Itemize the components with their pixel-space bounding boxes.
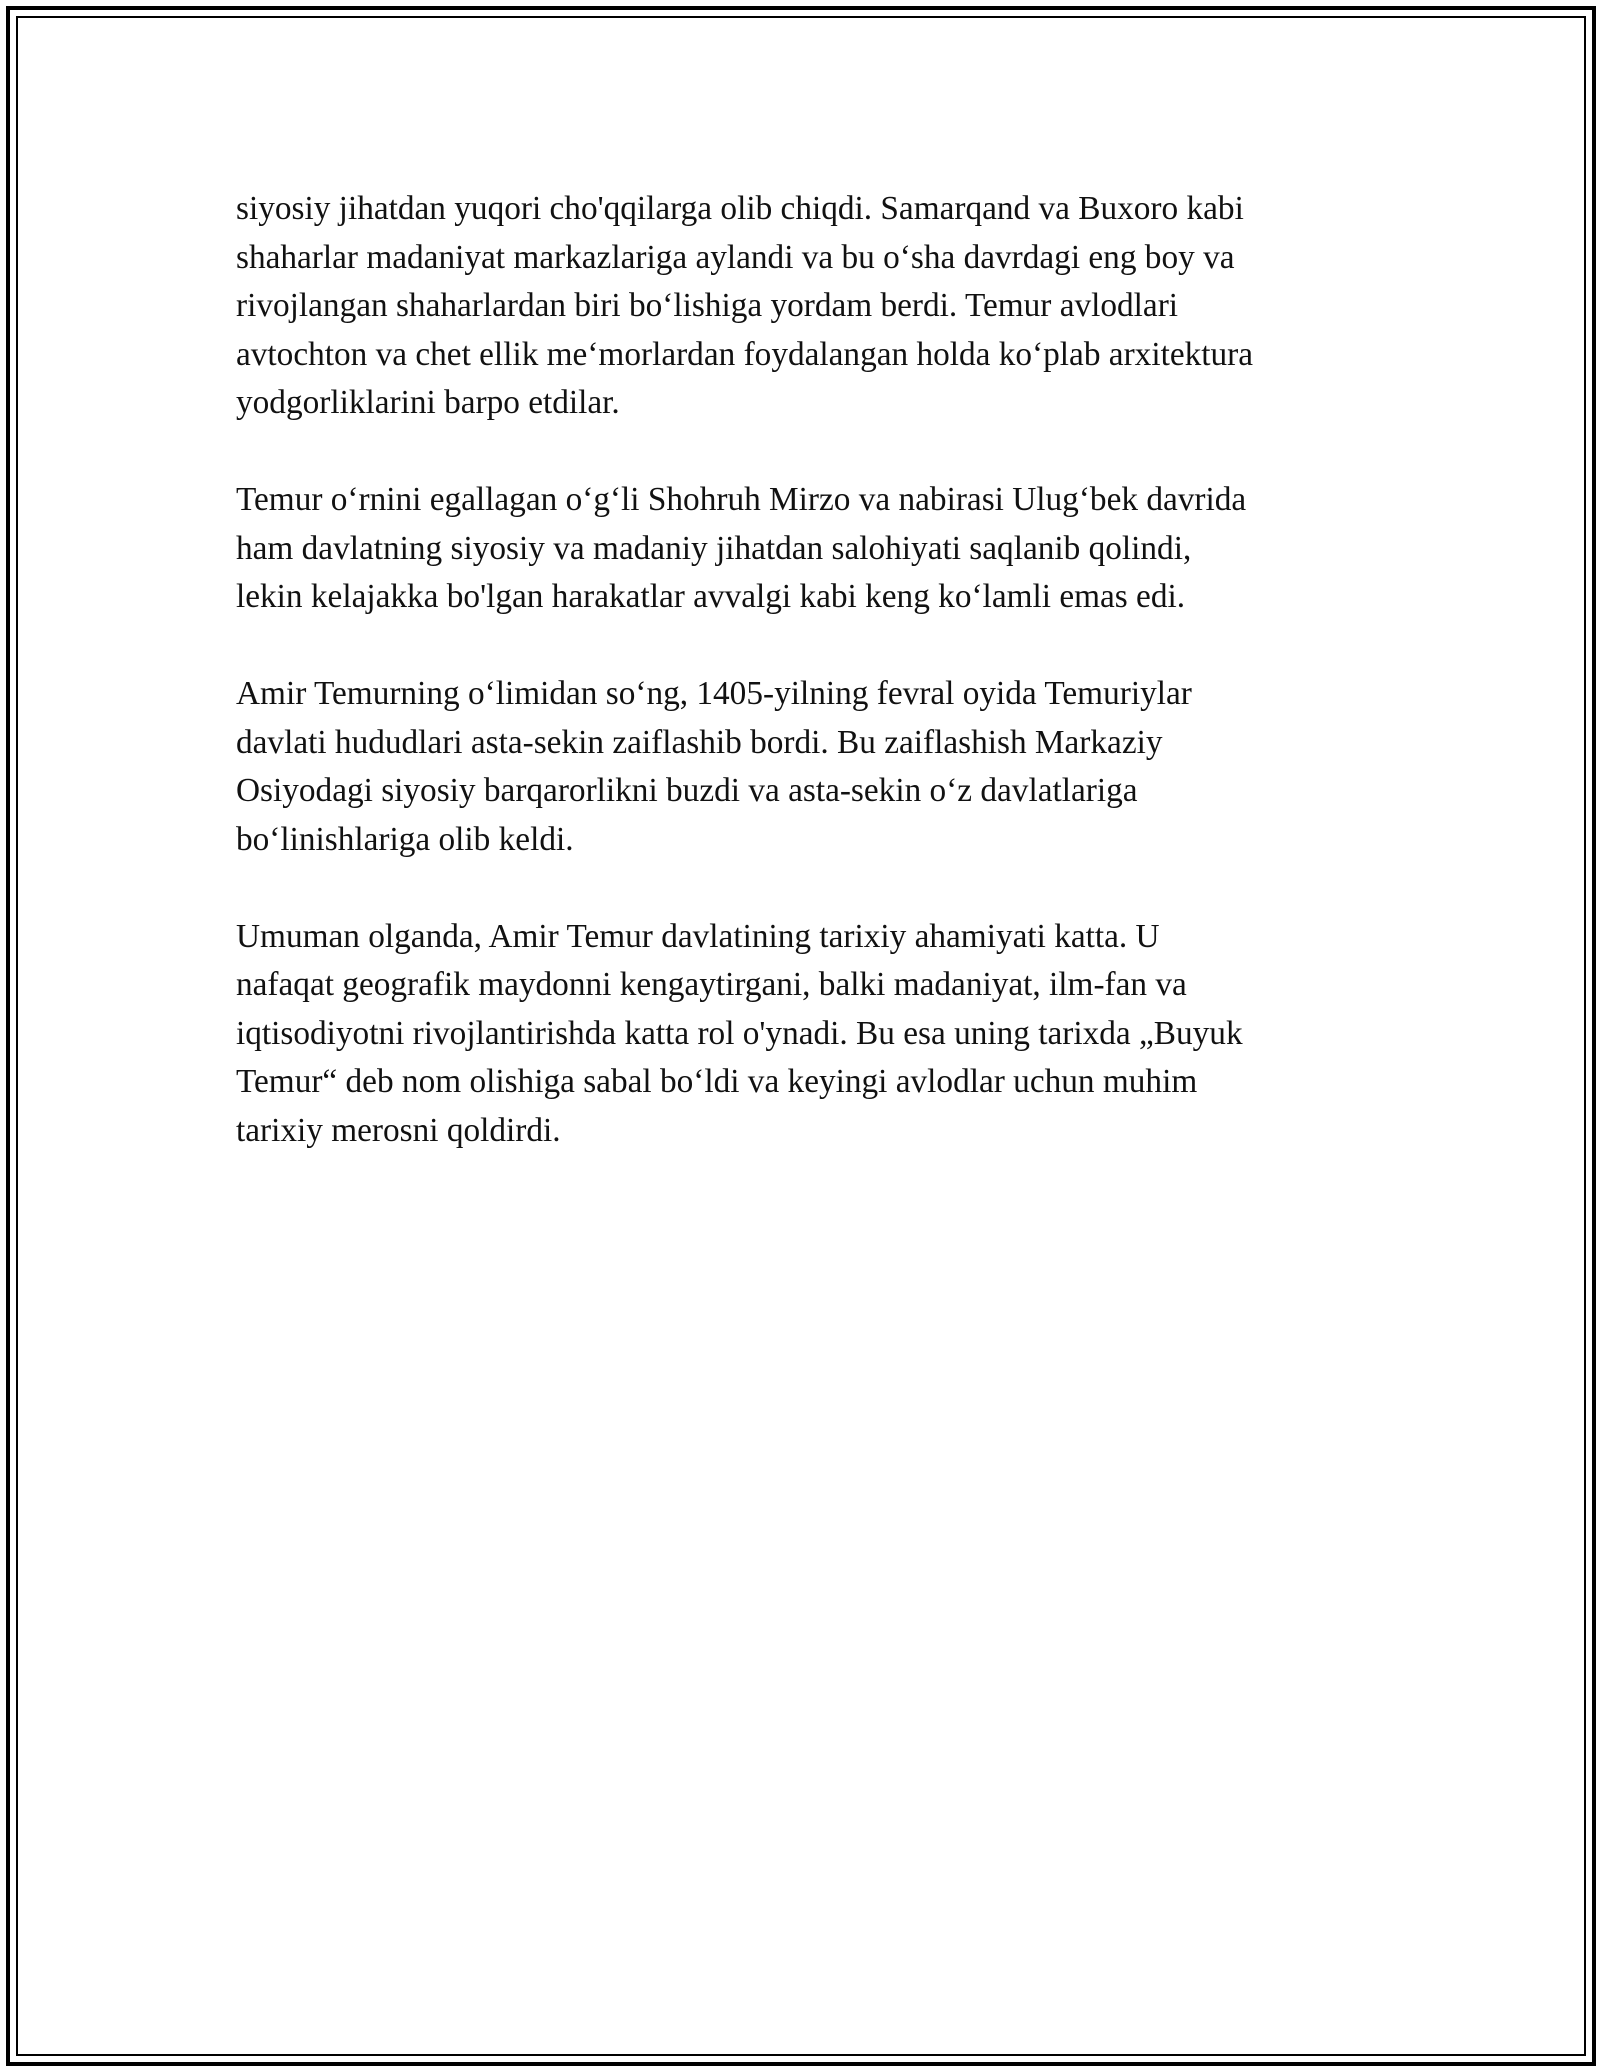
document-body	[236, 185, 1376, 1204]
text-line: Osiyodagi siyosiy barqarorlikni buzdi va asta-sekin o‘z davlatlariga	[236, 772, 1138, 809]
text-line: siyosiy jihatdan yuqori cho'qqilarga olib chiqdi. Samarqand va Buxoro kabi	[236, 190, 1244, 227]
text-line: rivojlangan shaharlardan biri bo‘lishiga yordam berdi. Temur avlodlari	[236, 287, 1179, 324]
text-line: nafaqat geografik maydonni kengaytirgani, balki madaniyat, ilm-fan va	[236, 966, 1187, 1003]
text-line: shaharlar madaniyat markazlariga aylandi va bu o‘sha davrdagi eng boy va	[236, 238, 1235, 276]
text-line: bo‘linishlariga olib keldi.	[236, 820, 574, 858]
text-line: lekin kelajakka bo'lgan harakatlar avvalgi kabi keng ko‘lamli emas edi.	[236, 578, 1186, 615]
paragraph-3	[236, 670, 1376, 864]
text-line: Temur“ deb nom olishiga sabal bo‘ldi va keyingi avlodlar uchun muhim	[236, 1063, 1198, 1100]
paragraph-2	[236, 476, 1376, 622]
text-line: Temur o‘rnini egallagan o‘g‘li Shohruh Mirzo va nabirasi Ulug‘bek davrida	[236, 481, 1247, 518]
text-line: tarixiy merosni qoldirdi.	[236, 1111, 561, 1149]
text-line: iqtisodiyotni rivojlantirishda katta rol o'ynadi. Bu esa uning tarixda „Buyuk	[236, 1014, 1243, 1052]
text-line: ham davlatning siyosiy va madaniy jihatdan salohiyati saqlanib qolindi,	[236, 529, 1192, 567]
paragraph-4	[236, 913, 1376, 1156]
paragraph-1	[236, 185, 1376, 428]
text-line: Amir Temurning o‘limidan so‘ng, 1405-yilning fevral oyida Temuriylar	[236, 675, 1192, 712]
text-line: Umuman olganda, Amir Temur davlatining tarixiy ahamiyati katta. U	[236, 917, 1160, 955]
text-line: avtochton va chet ellik me‘morlardan foydalangan holda ko‘plab arxitektura	[236, 335, 1254, 373]
text-line: yodgorliklarini barpo etdilar.	[236, 384, 620, 421]
text-line: davlati hududlari asta-sekin zaiflashib bordi. Bu zaiflashish Markaziy	[236, 723, 1163, 761]
